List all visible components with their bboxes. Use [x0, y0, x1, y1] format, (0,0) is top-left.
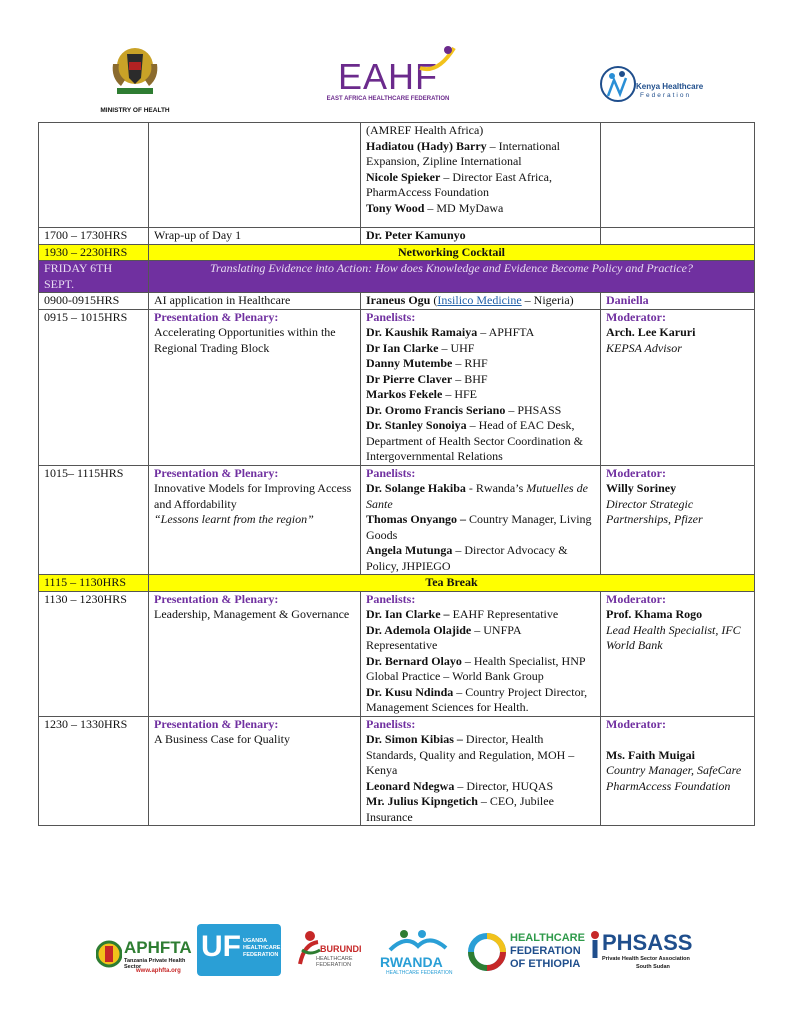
uhf-logo: UF UGANDA HEALTHCARE FEDERATION	[197, 924, 281, 976]
khf-federation: Federation	[640, 92, 692, 99]
session-cell: Presentation & Plenary: A Business Case for Quality	[149, 716, 361, 826]
panelists-cell: Panelists: Dr. Kaushik Ramaiya – APHFTA Dr Ian Clarke – UHF Danny Mutembe – RHF Dr Pierre Claver – BHF Markos Fekele – HFE Dr. Oromo Francis Seriano – PHSASS Dr. Stanley Sonoiya – Head of EAC Desk, Department of Health Sector Coordination & Intergovernmental Relations	[361, 309, 601, 465]
aphfta-logo: APHFTA Tanzania Private Health Sector www.aphfta.org	[96, 926, 196, 982]
session-cell: Presentation & Plenary: Leadership, Management & Governance	[149, 591, 361, 716]
day-label: FRIDAY 6TH SEPT.	[39, 261, 149, 293]
time-cell: 1230 – 1330HRS	[39, 716, 149, 826]
session-cell: Presentation & Plenary: Innovative Models for Improving Access and Affordability “Lessons learnt from the region”	[149, 465, 361, 575]
time-cell: 1130 – 1230HRS	[39, 591, 149, 716]
phsass-logo: PHSASS Private Health Sector Association South Sudan	[586, 926, 696, 980]
table-row	[39, 293, 755, 310]
khf-emblem-icon	[598, 60, 638, 110]
moderator-name: Daniella	[601, 293, 755, 310]
page-header	[0, 0, 791, 122]
speaker-name: Dr. Peter Kamunyo	[361, 228, 601, 245]
time-cell: 1115 – 1130HRS	[39, 575, 149, 592]
table-row	[39, 123, 755, 228]
table-row	[39, 716, 755, 826]
rwanda-logo: RWANDA HEALTHCARE FEDERATION	[378, 928, 460, 978]
ethiopia-ring-icon	[466, 928, 508, 976]
moderator-cell: Moderator: Willy Soriney Director Strategic Partnerships, Pfizer	[601, 465, 755, 575]
panelists-cell: Panelists: Dr. Simon Kibias – Director, Health Standards, Quality and Regulation, MOH – Kenya Leonard Ndegwa – Director, HUQAS Mr. Julius Kipngetich – CEO, Jubilee Insurance	[361, 716, 601, 826]
ethiopia-logo: HEALTHCARE FEDERATION OF ETHIOPIA	[466, 926, 584, 980]
rwanda-figures-icon	[382, 928, 452, 954]
table-row	[39, 591, 755, 716]
kenya-coat-of-arms-icon	[105, 44, 165, 100]
time-cell: 1930 – 2230HRS	[39, 244, 149, 261]
speaker-cell: Iraneus Ogu (Insilico Medicine – Nigeria)	[361, 293, 601, 310]
eahf-subtitle: EAST AFRICA HEALTHCARE FEDERATION	[326, 96, 450, 102]
panelists-cell: Panelists: Dr. Ian Clarke – EAHF Representative Dr. Ademola Olajide – UNFPA Representative Dr. Bernard Olayo – Health Specialist, HNP Global Practice – World Bank Group Dr. Kusu Ndinda – Country Project Director, Management Sciences for Health.	[361, 591, 601, 716]
khf-name: Kenya Healthcare	[636, 82, 704, 91]
speakers-cell: (AMREF Health Africa) Hadiatou (Hady) Barry – International Expansion, Zipline International Nicole Spieker – Director East Africa, PharmAccess Foundation Tony Wood – MD MyDawa	[361, 123, 601, 228]
eahf-word: EAHF	[337, 56, 438, 97]
kenya-healthcare-federation-logo	[598, 60, 708, 120]
table-row	[39, 244, 755, 261]
table-row	[39, 309, 755, 465]
table-row	[39, 465, 755, 575]
session-title: Tea Break	[149, 575, 755, 592]
day-theme: Translating Evidence into Action: How does Knowledge and Evidence Become Policy and Practice?	[149, 261, 755, 293]
agenda-table	[38, 122, 755, 826]
session-cell: Presentation & Plenary: Accelerating Opportunities within the Regional Trading Block	[149, 309, 361, 465]
burundi-logo: BURUNDI HEALTHCARE FEDERATION	[296, 928, 376, 978]
insilico-link[interactable]: Insilico Medicine	[437, 293, 522, 307]
time-cell: 1700 – 1730HRS	[39, 228, 149, 245]
table-row	[39, 575, 755, 592]
eahf-logo	[318, 58, 458, 102]
time-cell: 0900-0915HRS	[39, 293, 149, 310]
day-header-row	[39, 261, 755, 293]
moderator-cell: Moderator: Prof. Khama Rogo Lead Health Specialist, IFC World Bank	[601, 591, 755, 716]
session-title: AI application in Healthcare	[149, 293, 361, 310]
session-title: Wrap-up of Day 1	[149, 228, 361, 245]
time-cell: 0915 – 1015HRS	[39, 309, 149, 465]
session-title: Networking Cocktail	[149, 244, 755, 261]
aphfta-emblem-icon	[96, 934, 122, 974]
time-cell: 1015– 1115HRS	[39, 465, 149, 575]
moderator-cell: Moderator: Ms. Faith Muigai Country Manager, SafeCare PharmAccess Foundation	[601, 716, 755, 826]
eahf-swoosh-icon	[418, 44, 458, 74]
table-row	[39, 228, 755, 245]
partner-logos-footer	[0, 922, 791, 1002]
moderator-cell: Moderator: Arch. Lee Karuri KEPSA Advisor	[601, 309, 755, 465]
panelists-cell: Panelists: Dr. Solange Hakiba - Rwanda’s Mutuelles de Sante Thomas Onyango – Country Manager, Living Goods Angela Mutunga – Director Advocacy & Policy, JHPIEGO	[361, 465, 601, 575]
ministry-of-health-logo	[100, 44, 170, 114]
ministry-label: MINISTRY OF HEALTH	[100, 107, 170, 114]
